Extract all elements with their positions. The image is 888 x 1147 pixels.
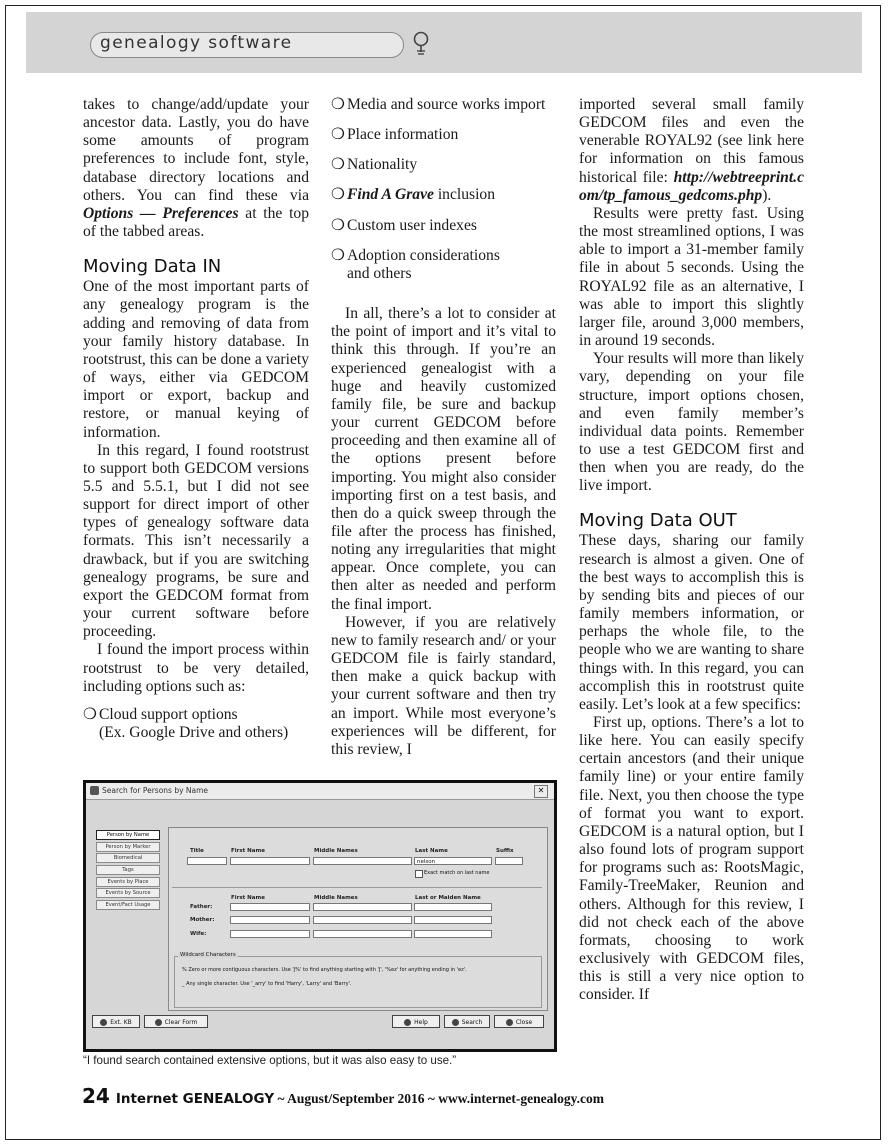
mother-middle-field[interactable] (313, 916, 412, 924)
middle-names-label-2: Middle Names (314, 895, 358, 901)
bullet-icon: ❍ (83, 705, 97, 723)
suffix-field[interactable] (495, 857, 523, 865)
bullet-icon: ❍ (331, 186, 345, 204)
figure-caption: “I found search contained extensive options, but it was also easy to use.” (83, 1054, 457, 1067)
list-item: ❍ Media and source works import (331, 96, 546, 113)
lightbulb-icon (412, 30, 430, 58)
father-last-field[interactable] (414, 903, 492, 911)
search-tabs (96, 830, 160, 912)
wildcard-line-1: % Zero or more contiguous characters. Use 'J%' to find anything starting with 'J', '%ez' for anything ending in 'ez'. (182, 967, 467, 973)
first-name-field[interactable] (230, 857, 310, 865)
suffix-label: Suffix (496, 848, 514, 854)
tab-person-by-marker[interactable]: Person by Marker (96, 842, 160, 852)
tab-events-by-place[interactable]: Events by Place (96, 877, 160, 887)
bullet-icon: ❍ (331, 96, 345, 113)
wife-last-field[interactable] (414, 930, 492, 938)
middle-names-field[interactable] (313, 857, 412, 865)
tab-events-by-source[interactable]: Events by Source (96, 888, 160, 898)
wife-label: Wife: (190, 931, 207, 937)
ext-kb-button[interactable]: Ext. KB (92, 1015, 140, 1028)
father-first-field[interactable] (230, 903, 310, 911)
col1-paragraph-3: In this regard, I found rootstrust to support both GEDCOM versions 5.5 and 5.5.1, but I did not see support for direct import of other types of genealogy software data formats. This isn’t necessarily a drawback, but if you are switching genealogy programs, be sure and export the GEDCOM format from your current software before proceeding. (83, 441, 309, 641)
dialog-titlebar (86, 783, 554, 800)
heading-moving-data-in: Moving Data IN (83, 256, 222, 278)
search-dialog-screenshot (83, 780, 557, 1052)
help-button[interactable]: Help (392, 1015, 440, 1028)
import-options-list-1 (83, 706, 309, 742)
list-item: ❍ Custom user indexes (331, 216, 477, 234)
exact-match-checkbox[interactable] (415, 870, 423, 878)
page-number: 24 (82, 1084, 110, 1108)
wife-middle-field[interactable] (313, 930, 412, 938)
magazine-name: Internet GENEALOGY (115, 1091, 275, 1107)
section-title: genealogy software (100, 33, 293, 53)
col3-paragraph-3: Your results will more than likely vary, depending on your file structure, import options chosen, and even family member’s individual data points. Remember to use a test GEDCOM first and then when you are ready, do the live import. (579, 350, 804, 495)
col1-paragraph-1: takes to change/add/update your ancestor data. Lastly, you do have some amounts of program preferences to include font, style, database directory locations and others. You can find these via Options — Preferences at the top of the tabbed areas. (83, 96, 309, 241)
clear-icon (155, 1019, 162, 1026)
first-name-label: First Name (231, 848, 265, 854)
col2-paragraph-1: In all, there’s a lot to consider at the point of import and it’s vital to think this through. If you’re an experienced genealogist with a huge and heavily customized family file, be sure and backup your current GEDCOM before proceeding and then examine all of the options present before importing. You might also consider importing first on a test basis, and then do a quick sweep through the file after the process has finished, noting any irregularities that might appear. Once complete, you can then alter as needed and perform the final import. (331, 305, 556, 613)
search-icon (452, 1019, 459, 1026)
last-name-label: Last Name (415, 848, 448, 854)
col1-paragraph-4: I found the import process within rootstrust to be very detailed, including options such as: (83, 641, 309, 695)
first-name-label-2: First Name (231, 895, 265, 901)
list-item: ❍ Adoption considerations and others (331, 246, 500, 282)
last-name-field[interactable]: nelson (414, 857, 492, 865)
import-options-list-2 (331, 96, 556, 283)
list-item: ❍ Nationality (331, 156, 418, 174)
bullet-icon: ❍ (331, 126, 345, 144)
mother-last-field[interactable] (414, 916, 492, 924)
help-icon (404, 1019, 411, 1026)
col1-paragraph-2: One of the most important parts of any genealogy program is the adding and removing of data from your family history database. In rootstrust, this can be done a variety of ways, either via GEDCOM import or export, backup and restore, or manual keying of information. (83, 278, 309, 441)
mother-first-field[interactable] (230, 916, 310, 924)
title-label: Title (190, 848, 204, 854)
column-2 (331, 96, 556, 759)
col3-paragraph-2: Results were pretty fast. Using the most streamlined options, I was able to import a 31-member family file in about 5 seconds. Using the ROYAL92 file as an alternative, I was able to import this slightly larger file, around 3,000 members, in around 19 seconds. (579, 204, 804, 350)
search-dialog (86, 783, 554, 1049)
app-icon (90, 786, 99, 795)
kb-icon (100, 1019, 107, 1026)
bullet-icon: ❍ (331, 156, 345, 174)
father-label: Father: (190, 904, 213, 910)
col3-paragraph-1: imported several small family GEDCOM files and even the venerable ROYAL92 (see link here for information on this famous historical file: http://webtreeprint.com/tp_famous_gedcoms.php). (579, 96, 804, 204)
list-item: ❍ Cloud support options (Ex. Google Drive and others) (83, 705, 289, 741)
wife-first-field[interactable] (230, 930, 310, 938)
footer-issue-url: ~ August/September 2016 ~ www.internet-genealogy.com (274, 1091, 604, 1106)
close-circle-icon (506, 1019, 513, 1026)
col3-paragraph-4: These days, sharing our family research is almost a given. One of the best ways to accomplish this is by sending bits and pieces of our family members information, or perhaps the whole file, to the people who we are wanting to share things with. In this regard, you can accomplish this in rootstrust quite easily. Let’s look at a few specifics: (579, 532, 804, 713)
page-footer (82, 1084, 604, 1108)
exact-match-label: Exact match on last name (424, 870, 490, 876)
wildcard-title: Wildcard Characters (180, 952, 236, 958)
bullet-icon: ❍ (331, 216, 345, 234)
col3-paragraph-5: First up, options. There’s a lot to like here. You can easily specify certain ancestors (and their unique family line) or your entire family file. Next, you then choose the type of format you want to export. GEDCOM is a natural option, but I also found lots of program support for programs such as: RootsMagic, Family-TreeMaker, Reunion and others. Although for this review, I did not check each of the above formats, choosing to work exclusively with GEDCOM files, this is still a very nice option to consider. If (579, 714, 804, 1004)
heading-moving-data-out: Moving Data OUT (579, 510, 737, 532)
royal92-link[interactable]: http://webtreeprint.com/tp_famous_gedcoms.php (579, 168, 804, 204)
column-1 (83, 96, 309, 742)
tab-event-fact-usage[interactable]: Event/Fact Usage (96, 900, 160, 910)
bullet-icon: ❍ (331, 246, 345, 264)
col2-paragraph-2: However, if you are relatively new to family research and/ or your GEDCOM file is fairly standard, then make a quick backup with your current software and then try an import. While most everyone’s experiences will be different, for this review, I (331, 613, 556, 758)
mother-label: Mother: (190, 917, 215, 923)
middle-names-label: Middle Names (314, 848, 358, 854)
list-item: ❍ Place information (331, 126, 459, 144)
list-item: ❍ Find A Grave inclusion (331, 186, 496, 204)
wildcard-line-2: _ Any single character. Use '_arry' to find 'Harry', 'Larry' and 'Barry'. (182, 981, 352, 987)
dialog-title: Search for Persons by Name (102, 786, 209, 795)
divider (172, 887, 542, 888)
father-middle-field[interactable] (313, 903, 412, 911)
close-button[interactable]: Close (494, 1015, 544, 1028)
tab-biomedical[interactable]: Biomedical (96, 853, 160, 863)
search-button[interactable]: Search (444, 1015, 490, 1028)
tab-tags[interactable]: Tags (96, 865, 160, 875)
title-field[interactable] (187, 857, 227, 865)
tab-person-by-name[interactable]: Person by Name (96, 830, 160, 840)
last-maiden-label: Last or Maiden Name (415, 895, 481, 901)
clear-form-button[interactable]: Clear Form (144, 1015, 208, 1028)
column-3 (579, 96, 804, 1005)
close-icon[interactable]: ✕ (534, 785, 548, 798)
